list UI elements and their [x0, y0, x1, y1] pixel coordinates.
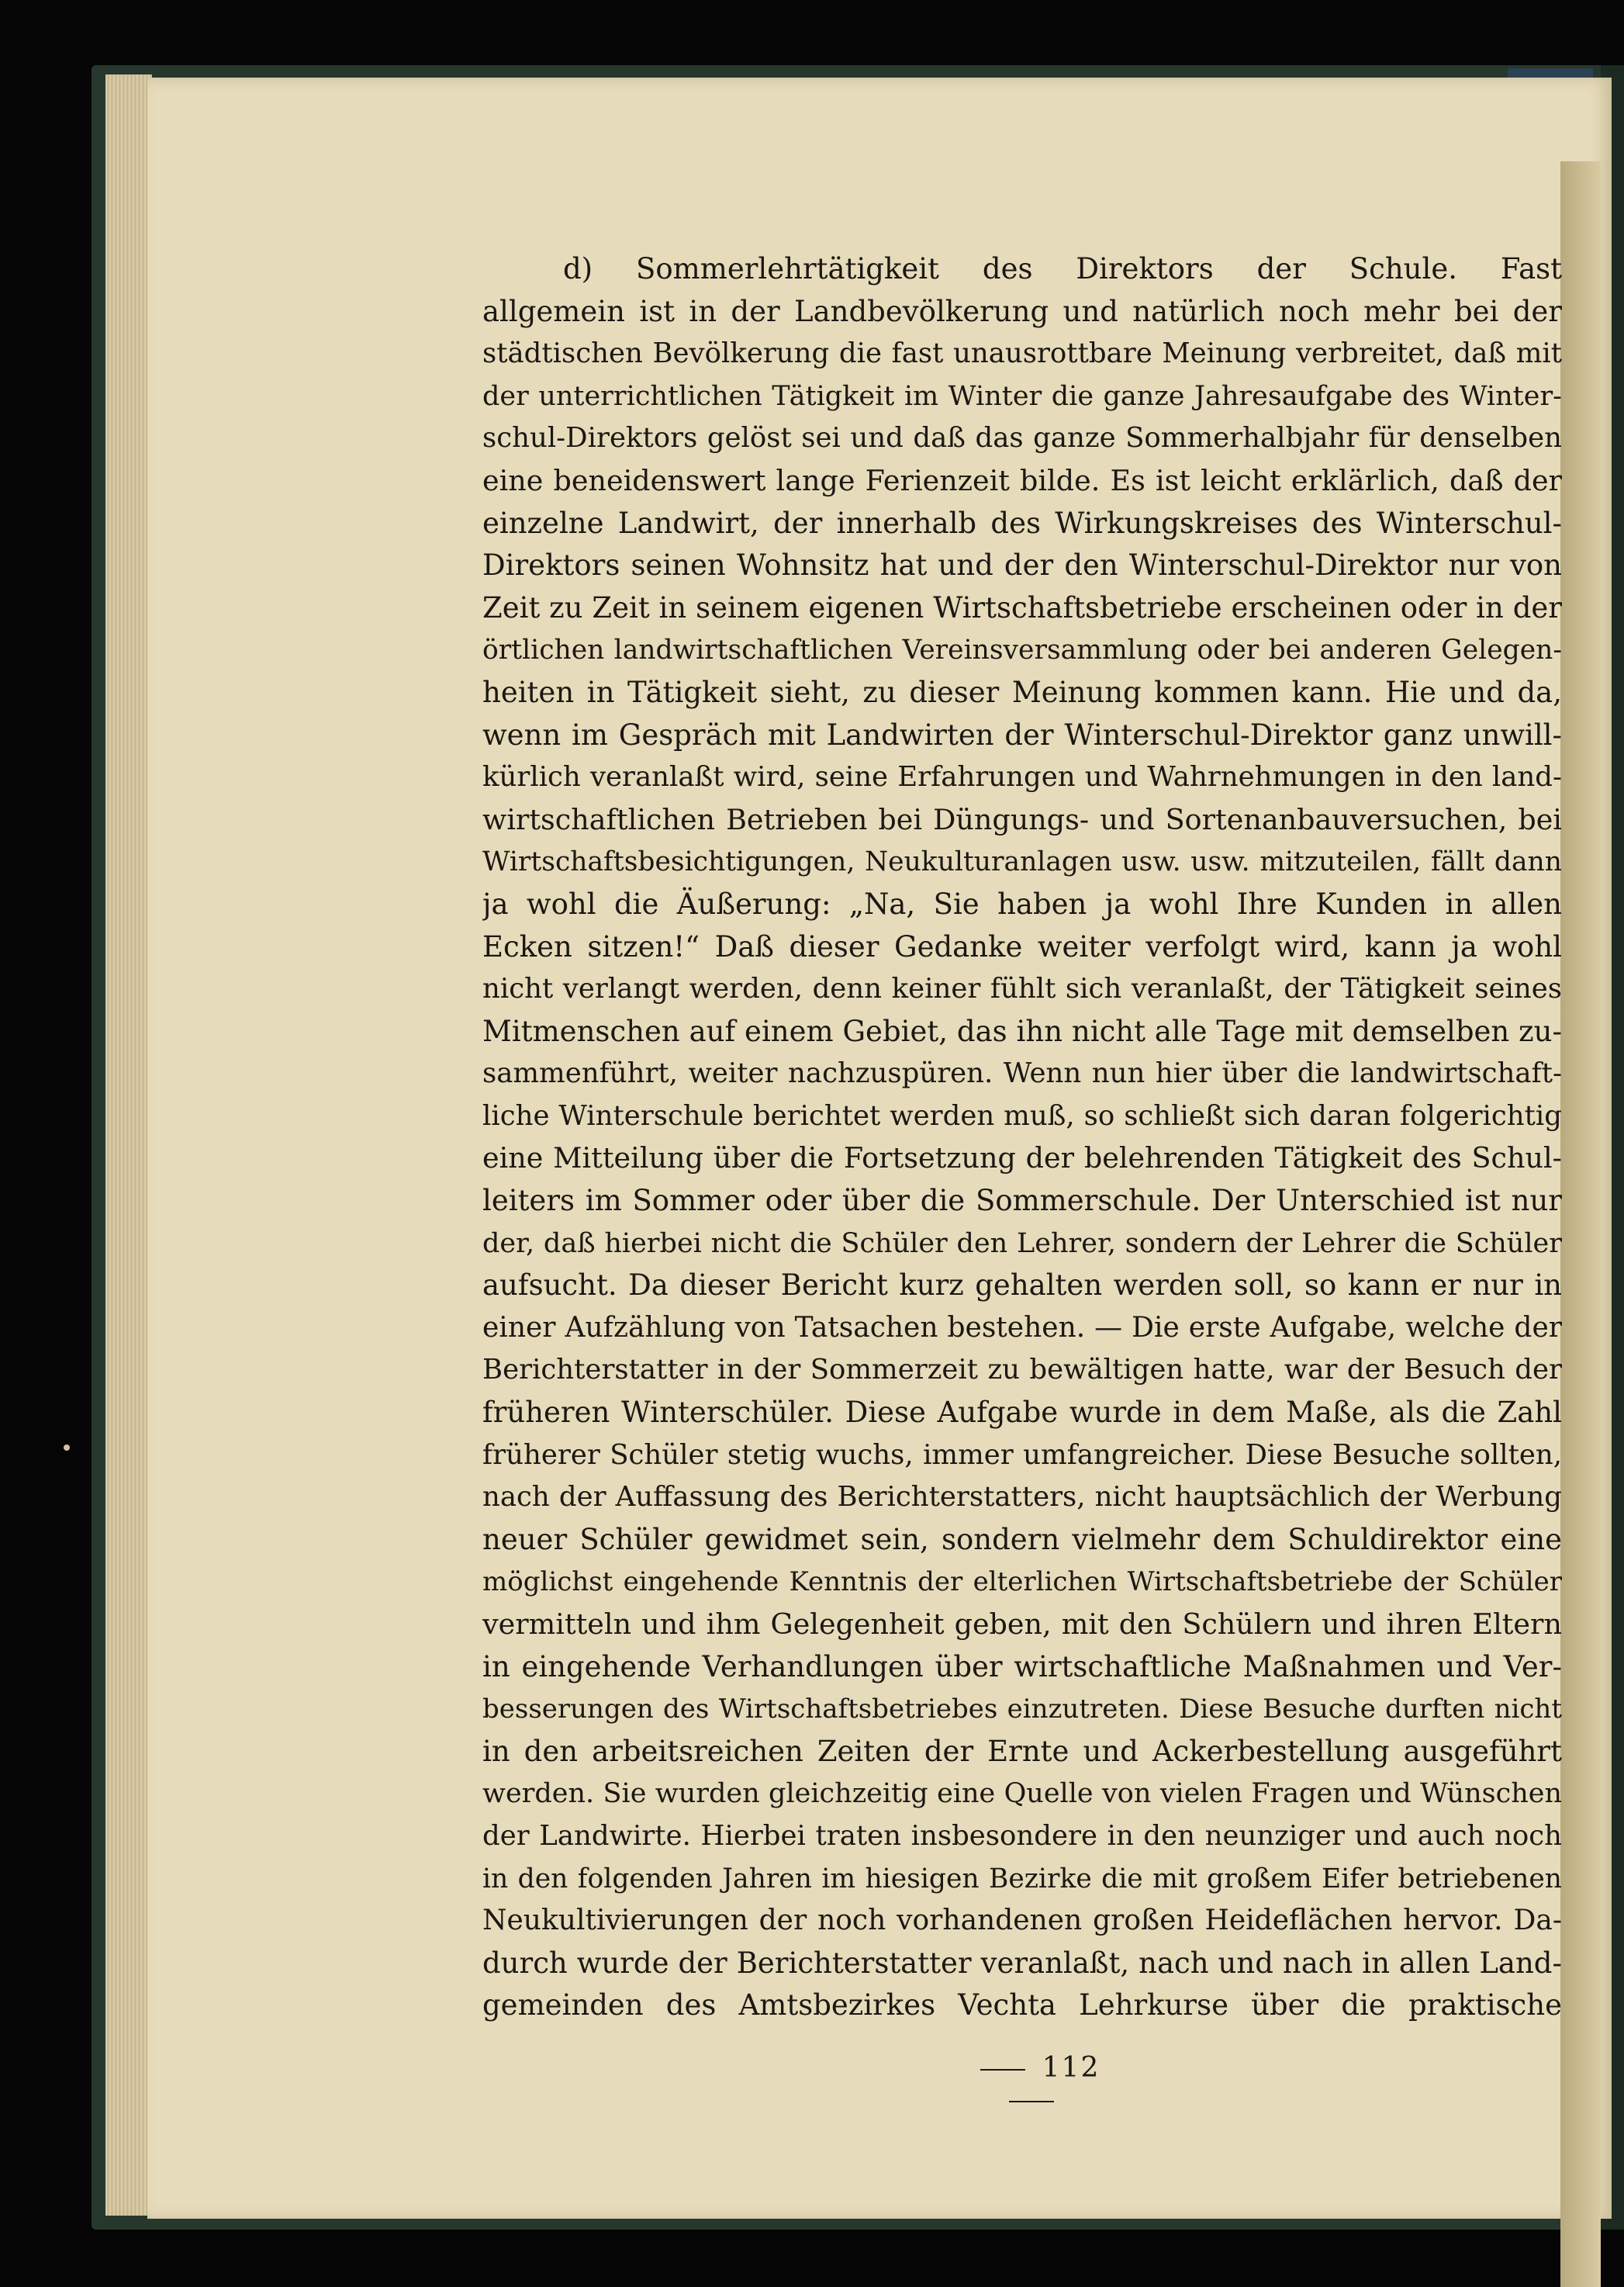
text-line: werden. Sie wurden gleichzeitig eine Quelle von vielen Fragen und Wünschen [482, 1778, 1562, 1810]
text-line: allgemein ist in der Landbevölkerung und natürlich noch mehr bei der [482, 294, 1562, 328]
text-line: neuer Schüler gewidmet sein, sondern vielmehr dem Schuldirektor eine [482, 1522, 1562, 1556]
text-line: d) Sommerlehrtätigkeit des Direktors der Schule. Fast [563, 252, 1562, 285]
text-line: leiters im Sommer oder über die Sommerschule. Der Unterschied ist nur [482, 1184, 1562, 1218]
text-line: besserungen des Wirtschaftsbetriebes einzutreten. Diese Besuche durften nicht [482, 1694, 1562, 1725]
text-line: wenn im Gespräch mit Landwirten der Winterschul-Direktor ganz unwill- [482, 718, 1562, 752]
text-line: wirtschaftlichen Betrieben bei Düngungs- und Sortenanbauversuchen, bei [482, 802, 1562, 836]
text-line: möglichst eingehende Kenntnis der elterlichen Wirtschaftsbetriebe der Schüler [482, 1566, 1562, 1598]
text-line: eine Mitteilung über die Fortsetzung der belehrenden Tätigkeit des Schul- [482, 1141, 1562, 1175]
margin-dot [64, 1445, 70, 1451]
text-line: aufsucht. Da dieser Bericht kurz gehalten werden soll, so kann er nur in [482, 1268, 1562, 1303]
next-page-edge [1560, 161, 1601, 2287]
text-line: in den arbeitsreichen Zeiten der Ernte und Ackerbestellung ausgeführt [482, 1734, 1562, 1768]
text-line: früheren Winterschüler. Diese Aufgabe wurde in dem Maße, als die Zahl [482, 1396, 1562, 1430]
text-line: gemeinden des Amtsbezirkes Vechta Lehrkurse über die praktische [482, 1988, 1562, 2022]
text-line: städtischen Bevölkerung die fast unausrottbare Meinung verbreitet, daß mit [482, 337, 1562, 370]
text-line: früherer Schüler stetig wuchs, immer umfangreicher. Diese Besuche sollten, [482, 1438, 1562, 1471]
text-line: Mitmenschen auf einem Gebiet, das ihn nicht alle Tage mit demselben zu- [482, 1014, 1562, 1048]
text-line: sammenführt, weiter nachzuspüren. Wenn nun hier über die landwirtschaft- [482, 1057, 1562, 1090]
page-text [482, 248, 1562, 2027]
text-line: einer Aufzählung von Tatsachen bestehen. — Die erste Aufgabe, welche der [482, 1311, 1562, 1344]
text-line: der Landwirte. Hierbei traten insbesondere in den neunziger und auch noch [482, 1819, 1562, 1852]
text-line: ja wohl die Äußerung: „Na, Sie haben ja wohl Ihre Kunden in allen [482, 887, 1562, 921]
page-number-value: 112 [1042, 2052, 1101, 2084]
text-line: Wirtschaftsbesichtigungen, Neukulturanlagen usw. usw. mitzuteilen, fällt dann [482, 846, 1562, 878]
text-line: der unterrichtlichen Tätigkeit im Winter die ganze Jahresaufgabe des Winter- [482, 380, 1562, 412]
text-line: nicht verlangt werden, denn keiner fühlt sich veranlaßt, der Tätigkeit seines [482, 973, 1562, 1005]
text-line: liche Winterschule berichtet werden muß, so schließt sich daran folgerichtig [482, 1099, 1562, 1132]
text-line: in eingehende Verhandlungen über wirtschaftliche Maßnahmen und Ver- [482, 1649, 1562, 1683]
text-line: schul-Direktors gelöst sei und daß das ganze Sommerhalbjahr für denselben [482, 422, 1562, 455]
text-line: einzelne Landwirt, der innerhalb des Wirkungskreises des Winterschul- [482, 506, 1562, 540]
text-line: der, daß hierbei nicht die Schüler den Lehrer, sondern der Lehrer die Schüler [482, 1227, 1562, 1259]
text-line: nach der Auffassung des Berichterstatters, nicht hauptsächlich der Werbung [482, 1481, 1562, 1514]
dash-right [1009, 2101, 1054, 2102]
text-line: kürlich veranlaßt wird, seine Erfahrungen und Wahrnehmungen in den land- [482, 761, 1562, 794]
text-line: Neukultivierungen der noch vorhandenen großen Heideflächen hervor. Da- [482, 1905, 1562, 1937]
text-line: heiten in Tätigkeit sieht, zu dieser Meinung kommen kann. Hie und da, [482, 675, 1562, 709]
text-line: Ecken sitzen!“ Daß dieser Gedanke weiter verfolgt wird, kann ja wohl [482, 929, 1562, 964]
text-line: Zeit zu Zeit in seinem eigenen Wirtschaftsbetriebe erscheinen oder in der [482, 590, 1562, 625]
dash-left [980, 2069, 1025, 2071]
text-line: vermitteln und ihm Gelegenheit geben, mit den Schülern und ihren Eltern [482, 1607, 1562, 1641]
text-line: örtlichen landwirtschaftlichen Vereinsversammlung oder bei anderen Gelegen- [482, 635, 1562, 666]
text-line: durch wurde der Berichterstatter veranlaßt, nach und nach in allen Land- [482, 1946, 1562, 1980]
text-line: Direktors seinen Wohnsitz hat und der den Winterschul-Direktor nur von [482, 548, 1562, 583]
page-edges [105, 74, 152, 2216]
page-number [954, 2052, 1109, 2116]
text-line: Berichterstatter in der Sommerzeit zu bewältigen hatte, war der Besuch der [482, 1354, 1562, 1386]
text-line: eine beneidenswert lange Ferienzeit bilde. Es ist leicht erklärlich, daß der [482, 463, 1562, 497]
text-line: in den folgenden Jahren im hiesigen Bezirke die mit großem Eifer betriebenen [482, 1863, 1562, 1894]
